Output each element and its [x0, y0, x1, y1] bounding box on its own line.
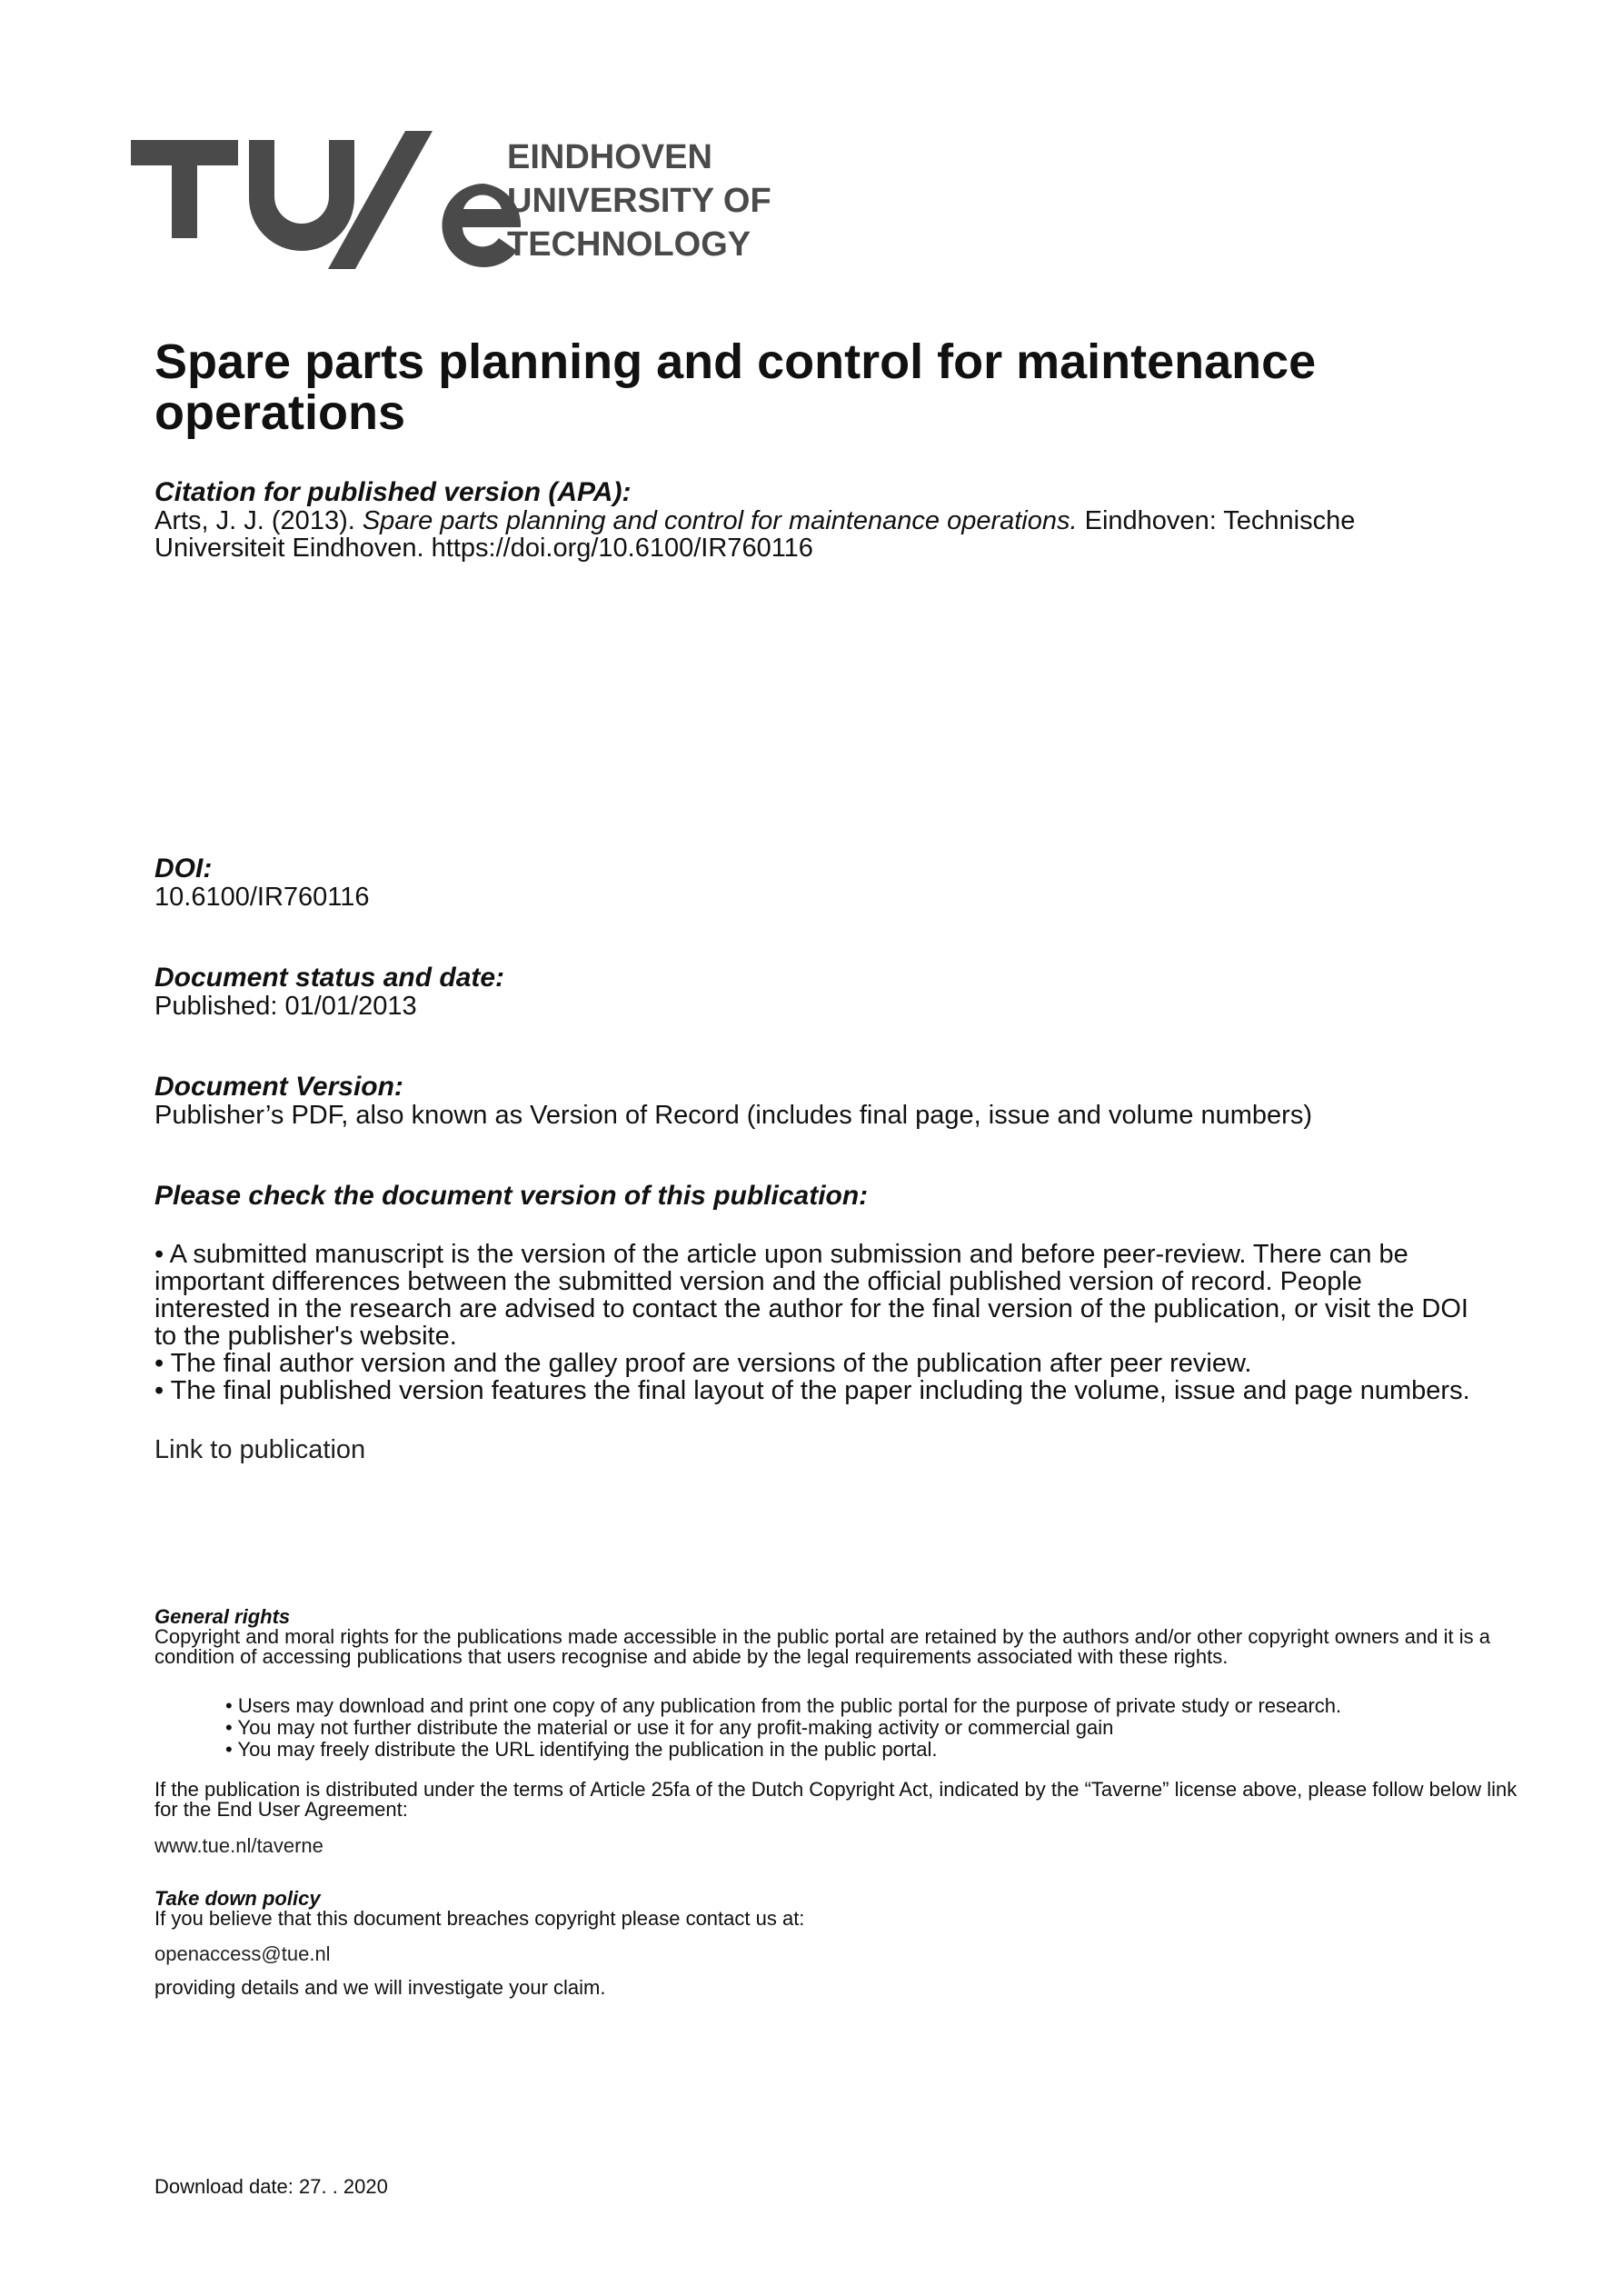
- doi-label: DOI:: [154, 854, 213, 883]
- doi-section: [154, 854, 1472, 911]
- takedown-text: If you believe that this document breaches copyright please contact us at:: [154, 1907, 805, 1930]
- link-to-publication[interactable]: Link to publication: [154, 1435, 366, 1464]
- takedown-section: [154, 1889, 1518, 1929]
- citation-authors: Arts, J. J. (2013).: [154, 506, 363, 535]
- check-heading: Please check the document version of this publication:: [154, 1181, 869, 1211]
- citation-rest: Eindhoven: Technische Universiteit Eindhoven. https://doi.org/10.6100/IR760116: [154, 506, 1356, 563]
- title-line-2: operations: [154, 385, 406, 440]
- general-rights-label: General rights: [154, 1605, 291, 1628]
- rights-item: • You may freely distribute the URL identifying the publication in the public portal.: [225, 1738, 938, 1761]
- taverne-text: If the publication is distributed under the terms of Article 25fa of the Dutch Copyright Act, indicated by the “Taverne” license above, please follow below link for the End User Agreement:: [154, 1778, 1518, 1821]
- status-label: Document status and date:: [154, 963, 505, 993]
- status-section: [154, 963, 1472, 1020]
- download-date: Download date: 27. . 2020: [154, 2175, 388, 2198]
- citation-text: [154, 507, 1472, 562]
- citation-section: [154, 478, 1472, 562]
- takedown-claim: providing details and we will investigate your claim.: [154, 1976, 606, 1999]
- taverne-link[interactable]: www.tue.nl/taverne: [154, 1834, 323, 1857]
- status-value: Published: 01/01/2013: [154, 992, 417, 1021]
- openaccess-email-link[interactable]: openaccess@tue.nl: [154, 1942, 331, 1965]
- logo-line-3: TECHNOLOGY: [507, 225, 751, 264]
- general-rights-section: [154, 1607, 1518, 1667]
- check-bullet: • The final published version features the final layout of the paper including the volume, issue and page numbers.: [154, 1376, 1470, 1405]
- document-title: [154, 336, 1472, 438]
- version-section: [154, 1073, 1472, 1129]
- rights-item: • You may not further distribute the material or use it for any profit-making activity or commercial gain: [225, 1716, 1114, 1739]
- rights-item: • Users may download and print one copy of any publication from the public portal for the purpose of private study or research.: [225, 1694, 1342, 1717]
- citation-label: Citation for published version (APA):: [154, 477, 632, 507]
- takedown-label: Take down policy: [154, 1887, 321, 1910]
- logo-line-2: UNIVERSITY OF: [507, 182, 771, 220]
- title-line-1: Spare parts planning and control for maintenance: [154, 334, 1317, 389]
- version-label: Document Version:: [154, 1072, 403, 1102]
- tue-logo: [131, 129, 821, 284]
- check-bullet: • A submitted manuscript is the version of the article upon submission and before peer-review. There can be important differences between the submitted version and the official published version of record. People interested in the research are advised to contact the author for the final version of the publication, or visit the DOI to the publisher's website.: [154, 1240, 1468, 1351]
- rights-list: [225, 1695, 1498, 1761]
- citation-work: Spare parts planning and control for maintenance operations.: [362, 506, 1078, 535]
- check-bullet: • The final author version and the galley proof are versions of the publication after peer review.: [154, 1349, 1252, 1378]
- doi-value: 10.6100/IR760116: [154, 883, 370, 912]
- version-value: Publisher’s PDF, also known as Version of Record (includes final page, issue and volume numbers): [154, 1101, 1312, 1130]
- check-bullets: [154, 1241, 1481, 1404]
- general-rights-text: Copyright and moral rights for the publications made accessible in the public portal are retained by the authors and/or other copyright owners and it is a condition of accessing publications that users recognise and abide by the legal requirements associated with these rights.: [154, 1625, 1490, 1668]
- logo-line-1: EINDHOVEN: [507, 138, 712, 176]
